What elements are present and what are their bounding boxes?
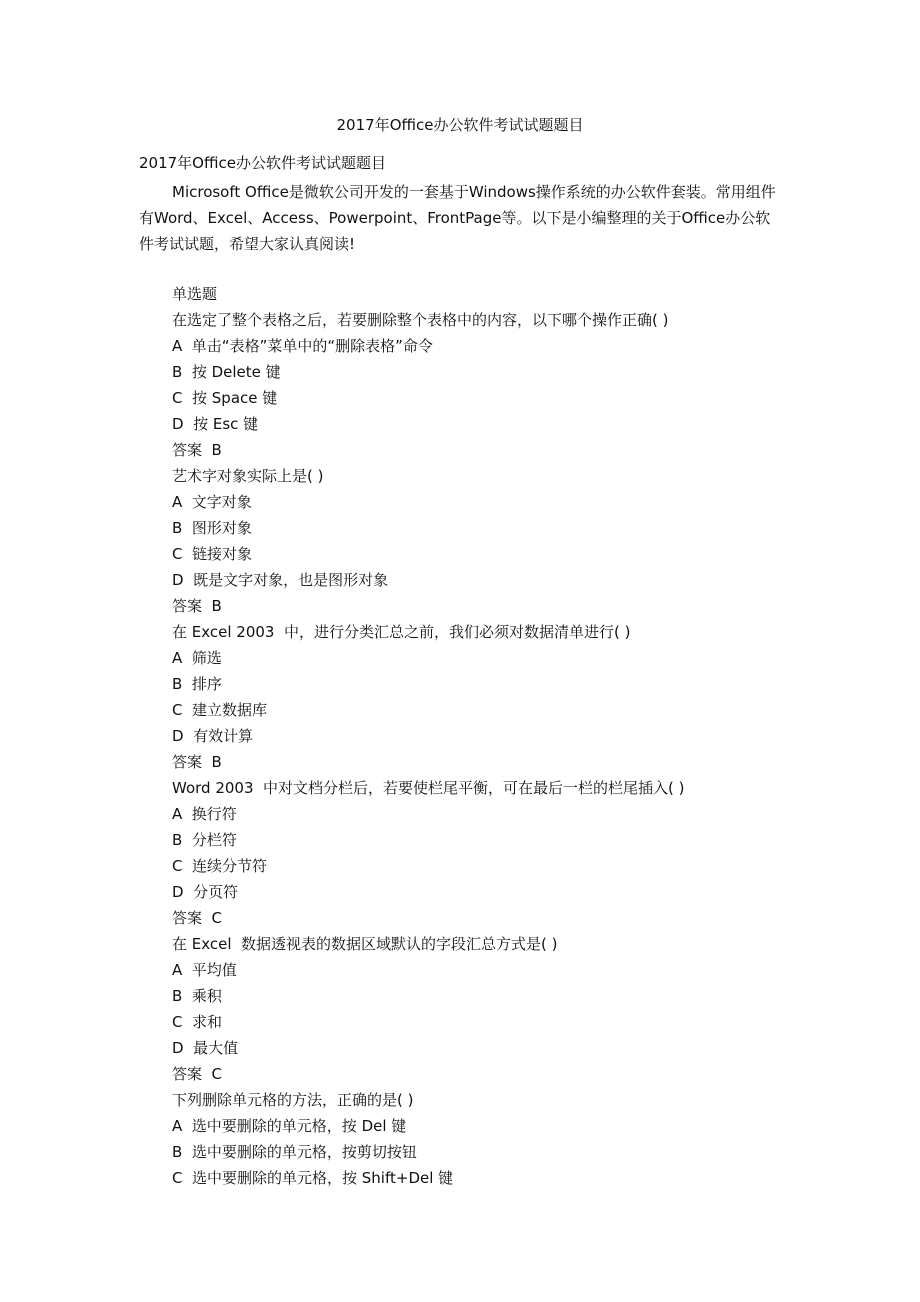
question-4-option-d: D 分页符: [172, 883, 239, 901]
question-3: 在 Excel 2003 中，进行分类汇总之前，我们必须对数据清单进行( ): [172, 623, 631, 641]
question-1-option-d: D 按 Esc 键: [172, 415, 259, 433]
question-2: 艺术字对象实际上是( ): [172, 467, 324, 485]
intro-paragraph: Microsoft Office是微软公司开发的一套基于Windows操作系统的办公软件套装。常用组件有Word、Excel、Access、Powerpoint、FrontPage等。以下是小编整理的关于Office办公软件考试试题，希望大家认真阅读!: [139, 183, 776, 253]
question-4-option-a: A 换行符: [172, 805, 237, 823]
question-list: [172, 281, 792, 1191]
section-heading: 单选题: [172, 285, 218, 303]
question-4-answer: 答案 C: [172, 909, 223, 927]
question-1-option-b: B 按 Delete 键: [172, 363, 281, 381]
question-6-option-b: B 选中要删除的单元格，按剪切按钮: [172, 1143, 417, 1161]
question-3-option-a: A 筛选: [172, 649, 222, 667]
question-5-option-d: D 最大值: [172, 1039, 239, 1057]
question-3-option-c: C 建立数据库: [172, 701, 268, 719]
question-3-option-b: B 排序: [172, 675, 222, 693]
question-3-option-d: D 有效计算: [172, 727, 254, 745]
question-5-option-b: B 乘积: [172, 987, 222, 1005]
question-6: 下列删除单元格的方法，正确的是( ): [172, 1091, 414, 1109]
question-4-option-b: B 分栏符: [172, 831, 237, 849]
question-3-answer: 答案 B: [172, 753, 222, 771]
question-1-option-a: A 单击“表格”菜单中的“删除表格”命令: [172, 337, 433, 355]
question-4-option-c: C 连续分节符: [172, 857, 268, 875]
question-4: Word 2003 中对文档分栏后，若要使栏尾平衡，可在最后一栏的栏尾插入( ): [172, 779, 685, 797]
question-6-option-a: A 选中要删除的单元格，按 Del 键: [172, 1117, 407, 1135]
question-2-answer: 答案 B: [172, 597, 222, 615]
question-5-option-c: C 求和: [172, 1013, 223, 1031]
question-2-option-b: B 图形对象: [172, 519, 252, 537]
question-5-answer: 答案 C: [172, 1065, 223, 1083]
question-2-option-a: A 文字对象: [172, 493, 252, 511]
question-2-option-d: D 既是文字对象，也是图形对象: [172, 571, 389, 589]
document-subtitle: 2017年Office办公软件考试试题题目: [139, 154, 386, 172]
question-1-answer: 答案 B: [172, 441, 222, 459]
question-1: 在选定了整个表格之后，若要删除整个表格中的内容，以下哪个操作正确( ): [172, 311, 669, 329]
question-5-option-a: A 平均值: [172, 961, 237, 979]
document-title: 2017年Office办公软件考试试题题目: [336, 116, 584, 134]
question-5: 在 Excel 数据透视表的数据区域默认的字段汇总方式是( ): [172, 935, 558, 953]
question-2-option-c: C 链接对象: [172, 545, 253, 563]
question-1-option-c: C 按 Space 键: [172, 389, 278, 407]
question-6-option-c: C 选中要删除的单元格，按 Shift+Del 键: [172, 1169, 454, 1187]
